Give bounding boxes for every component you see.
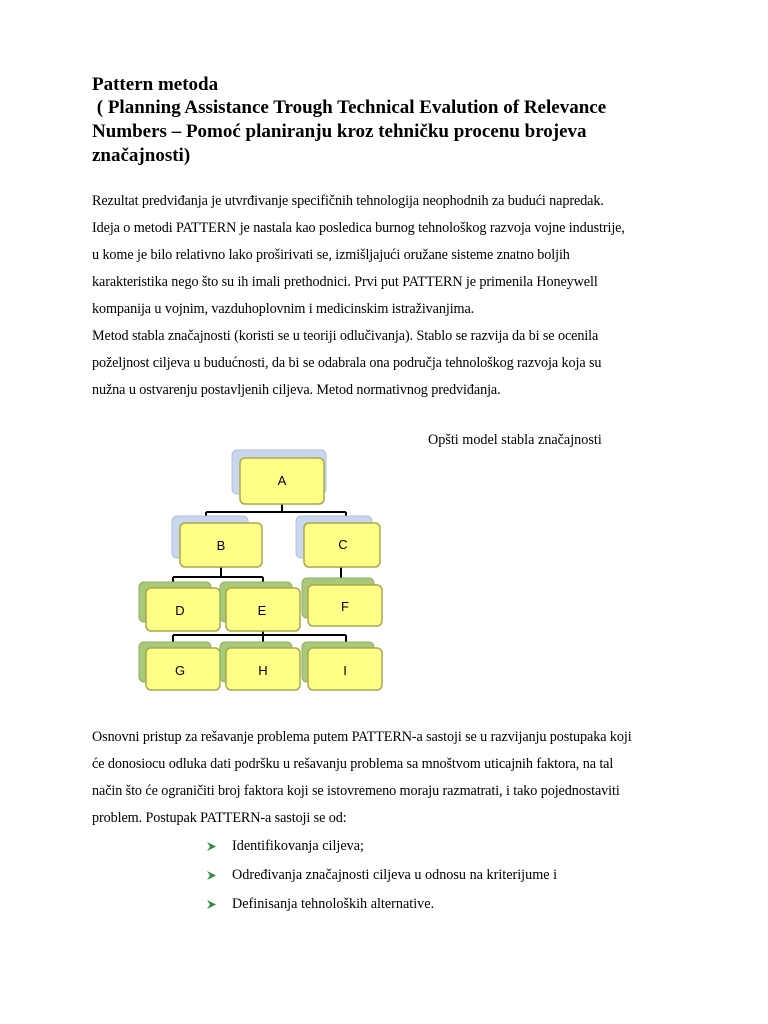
paragraph-line: će donosiocu odluka dati podršku u rešavanju problema sa mnoštvom uticajnih faktora, na tal xyxy=(92,756,614,772)
list-item-text: Definisanja tehnoloških alternative. xyxy=(232,896,435,912)
paragraph-line: Metod stabla značajnosti (koristi se u teoriji odlučivanja). Stablo se razvija da bi se ocenila xyxy=(92,328,599,344)
tree-node-g xyxy=(139,642,220,690)
arrow-bullet-icon xyxy=(206,870,232,881)
tree-node-i xyxy=(302,642,382,690)
node-label-e: E xyxy=(257,603,267,618)
paragraph-line: Osnovni pristup za rešavanje problema putem PATTERN-a sastoji se u razvijanju postupaka koji xyxy=(92,729,632,745)
tree-node-h xyxy=(220,642,300,690)
list-item xyxy=(206,861,557,890)
tree-node-d xyxy=(139,582,220,631)
paragraph-line: način što će ograničiti broj faktora koji se istovremeno moraju razmatrati, i tako pojednostaviti xyxy=(92,783,620,799)
arrow-bullet-icon xyxy=(206,899,232,910)
node-label-d: D xyxy=(175,603,185,618)
list-item xyxy=(206,890,557,919)
node-label-g: G xyxy=(174,663,186,678)
node-label-i: I xyxy=(343,663,347,678)
node-label-h: H xyxy=(258,663,268,678)
tree-node-a xyxy=(232,450,326,504)
paragraph-line: problem. Postupak PATTERN-a sastoji se od: xyxy=(92,810,347,826)
paragraph-line: poželjnost ciljeva u budućnosti, da bi se odabrala ona područja tehnološkog razvoja koja su xyxy=(92,355,602,371)
subtitle-line-3: značajnosti) xyxy=(92,145,191,166)
node-label-a: A xyxy=(277,473,287,488)
tree-node-c xyxy=(296,516,380,567)
list-item xyxy=(206,832,557,861)
list-item-text: Određivanja značajnosti ciljeva u odnosu na kriterijume i xyxy=(232,867,558,883)
list-item-text: Identifikovanja ciljeva; xyxy=(232,838,364,854)
heading-block xyxy=(92,74,692,168)
tree-node-e xyxy=(220,582,300,631)
tree-node-f xyxy=(302,578,382,626)
method-paragraph xyxy=(92,724,702,832)
node-label-f: F xyxy=(341,599,349,614)
paragraph-line: kompanija u vojnim, vazduhoplovnim i medicinskim istraživanjima. xyxy=(92,301,475,317)
paragraph-line: Ideja o metodi PATTERN je nastala kao posledica burnog tehnološkog razvoja vojne industrije, xyxy=(92,220,625,236)
relevance-tree-diagram xyxy=(136,446,406,696)
subtitle-line-1: ( Planning Assistance Trough Technical Evalution of Relevance xyxy=(92,97,607,118)
arrow-bullet-icon xyxy=(206,841,232,852)
paragraph-line: nužna u ostvarenju postavljenih ciljeva. Metod normativnog predviđanja. xyxy=(92,382,501,398)
intro-paragraph xyxy=(92,188,702,404)
figure-caption: Opšti model stabla značajnosti xyxy=(428,432,602,448)
subtitle-line-2: Numbers – Pomoć planiranju kroz tehničku procenu brojeva xyxy=(92,121,587,142)
node-label-c: C xyxy=(338,537,348,552)
document-title: Pattern metoda xyxy=(92,74,219,95)
tree-node-b xyxy=(172,516,262,567)
steps-list xyxy=(206,832,557,919)
paragraph-line: karakteristika nego što su ih imali prethodnici. Prvi put PATTERN je primenila Honeywell xyxy=(92,274,598,290)
paragraph-line: Rezultat predviđanja je utvrđivanje specifičnih tehnologija neophodnih za budući napredak. xyxy=(92,193,604,209)
node-label-b: B xyxy=(216,538,226,553)
paragraph-line: u kome je bilo relativno lako proširivati se, izmišljajući oružane sisteme znatno boljih xyxy=(92,247,570,263)
